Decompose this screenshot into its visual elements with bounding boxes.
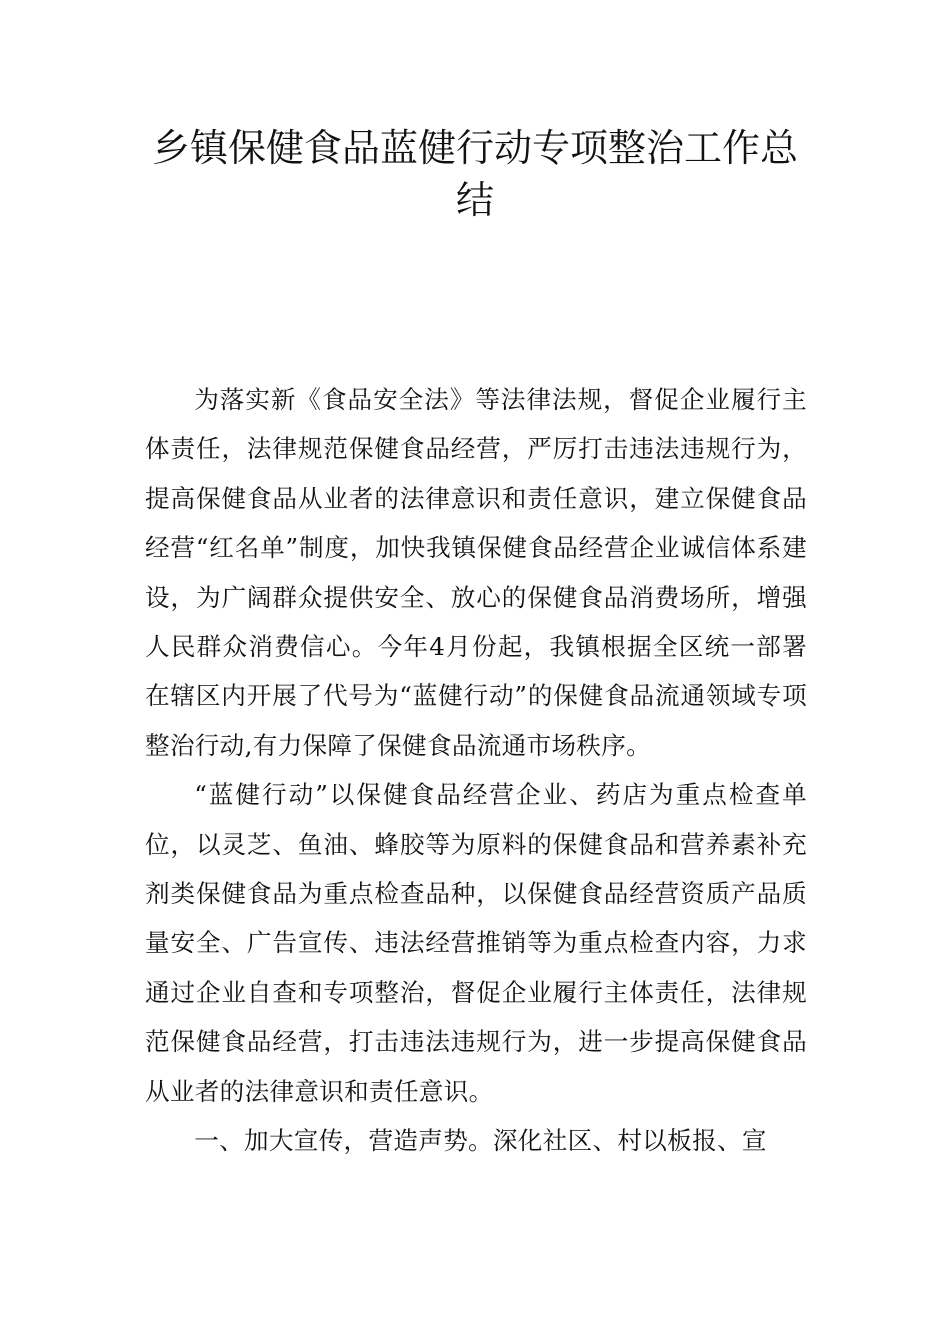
paragraph-action-scope: “蓝健行动”以保健食品经营企业、药店为重点检查单位，以灵芝、鱼油、蜂胶等为原料的保健食品和营养素补充剂类保健食品为重点检查品种，以保健食品经营资质产品质量安全、广告宣传、违法经营推销等为重点检查内容，力求通过企业自查和专项整治，督促企业履行主体责任，法律规范保健食品经营，打击违法违规行为，进一步提高保健食品从业者的法律意识和责任意识。 xyxy=(145,780,807,1106)
paragraph-intro: 为落实新《食品安全法》等法律法规，督促企业履行主体责任，法律规范保健食品经营，严厉打击违法违规行为，提高保健食品从业者的法律意识和责任意识，建立保健食品经营“红名单”制度，加快我镇保健食品经营企业诚信体系建设，为广阔群众提供安全、放心的保健食品消费场所，增强人民群众消费信心。今年4月份起，我镇根据全区统一部署在辖区内开展了代号为“蓝健行动”的保健食品流通领域专项整治行动,有力保障了保健食品流通市场秩序。 xyxy=(145,385,807,760)
paragraph-section-one: 一、加大宣传，营造声势。深化社区、村以板报、宣 xyxy=(194,1126,767,1156)
document-title: 乡镇保健食品蓝健行动专项整治工作总结 xyxy=(151,126,798,222)
document-body xyxy=(145,375,807,1166)
